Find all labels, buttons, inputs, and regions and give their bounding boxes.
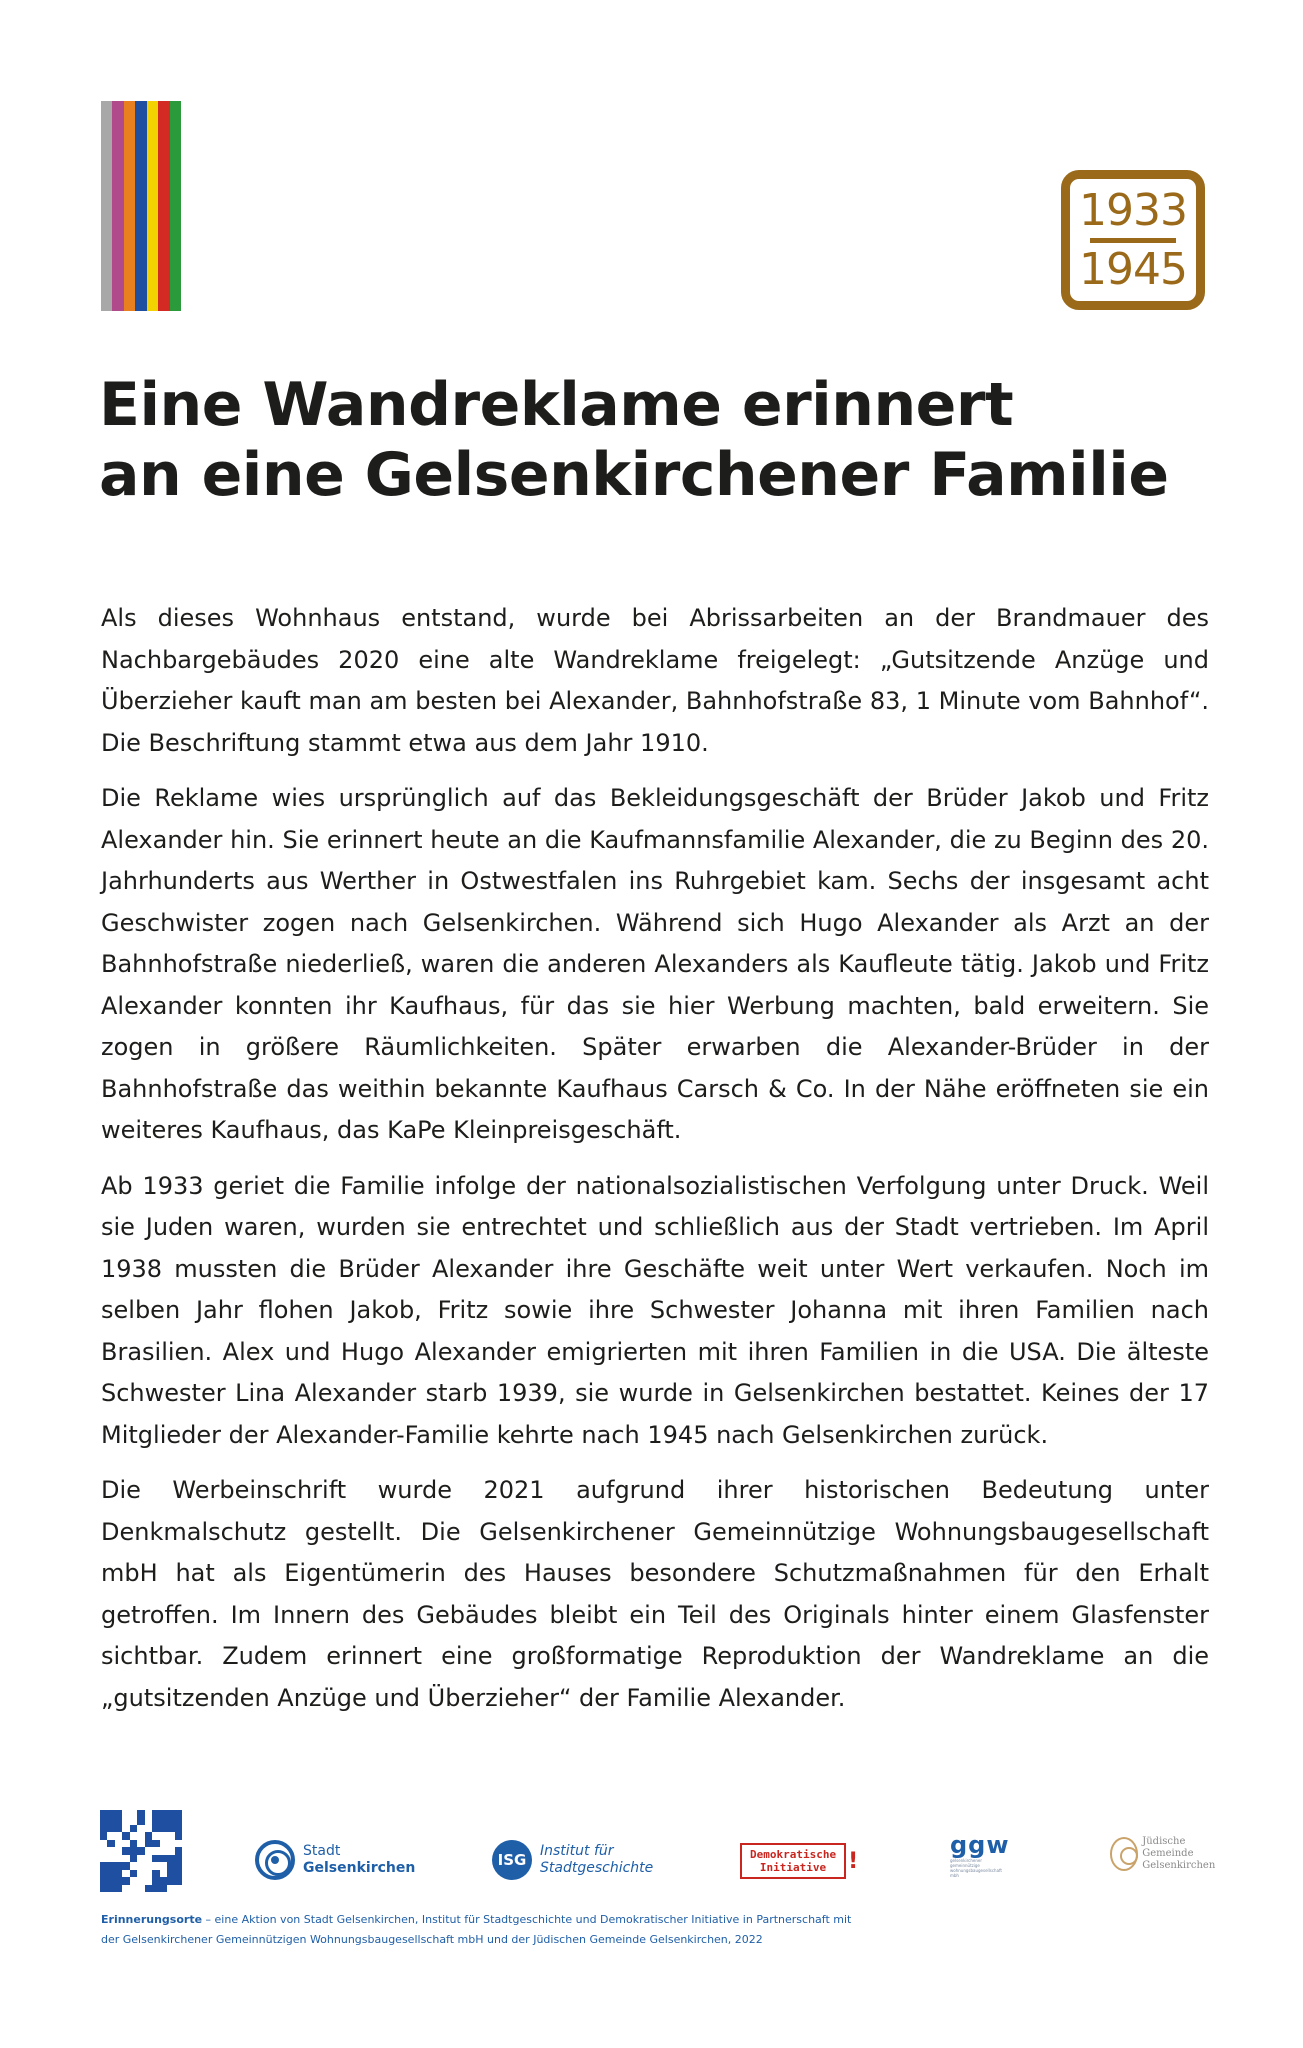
qr-module [137, 1847, 144, 1854]
qr-module [160, 1825, 167, 1832]
qr-module [167, 1847, 174, 1854]
footer-line-1-text: – eine Aktion von Stadt Gelsenkirchen, Institut für Stadtgeschichte und Demokratischer Initiative in Partnerschaft mit [202, 1913, 852, 1926]
qr-module [130, 1877, 137, 1884]
footer-line-1 [101, 1910, 1211, 1930]
stripe-violet [112, 101, 123, 311]
qr-module [100, 1862, 107, 1869]
qr-module [122, 1855, 129, 1862]
qr-module [100, 1870, 107, 1877]
qr-module [130, 1840, 137, 1847]
qr-module [107, 1817, 114, 1824]
footer-credits [101, 1910, 1211, 1950]
qr-module [115, 1832, 122, 1839]
qr-module [160, 1870, 167, 1877]
stripe-green [170, 101, 181, 311]
qr-module [122, 1877, 129, 1884]
qr-module [107, 1870, 114, 1877]
demo-logo-line-2: Initiative [759, 1861, 827, 1874]
qr-module [115, 1840, 122, 1847]
qr-module [175, 1855, 182, 1862]
qr-module [145, 1885, 152, 1892]
qr-module [175, 1862, 182, 1869]
qr-module [122, 1825, 129, 1832]
qr-module [167, 1817, 174, 1824]
qr-module [152, 1840, 159, 1847]
qr-module [100, 1825, 107, 1832]
qr-module [152, 1877, 159, 1884]
juedische-gemeinde-emblem-icon [1110, 1837, 1138, 1871]
qr-module [175, 1847, 182, 1854]
qr-module [130, 1862, 137, 1869]
qr-module [130, 1817, 137, 1824]
qr-module [167, 1840, 174, 1847]
qr-module [107, 1810, 114, 1817]
year-divider [1090, 238, 1176, 243]
qr-module [167, 1855, 174, 1862]
qr-module [100, 1840, 107, 1847]
qr-module [100, 1855, 107, 1862]
qr-module [122, 1847, 129, 1854]
qr-module [100, 1885, 107, 1892]
qr-module [160, 1847, 167, 1854]
qr-module [160, 1855, 167, 1862]
qr-module [115, 1862, 122, 1869]
color-stripes [101, 101, 181, 311]
isg-logo-line-2: Stadtgeschichte [540, 1860, 654, 1876]
qr-module [107, 1847, 114, 1854]
qr-module [152, 1870, 159, 1877]
qr-module [137, 1832, 144, 1839]
qr-code[interactable] [100, 1810, 182, 1892]
qr-module [152, 1855, 159, 1862]
qr-module [130, 1832, 137, 1839]
qr-module [130, 1825, 137, 1832]
qr-module [167, 1885, 174, 1892]
qr-module [137, 1810, 144, 1817]
qr-module [137, 1840, 144, 1847]
qr-module [175, 1832, 182, 1839]
stadt-emblem-icon [255, 1840, 295, 1880]
qr-module [167, 1810, 174, 1817]
qr-module [137, 1817, 144, 1824]
qr-module [175, 1877, 182, 1884]
footer-line-2: der Gelsenkirchener Gemeinnützigen Wohnungsbaugesellschaft mbH und der Jüdischen Gemeinde Gelsenkirchen, 2022 [101, 1933, 763, 1946]
qr-module [167, 1825, 174, 1832]
qr-module [145, 1810, 152, 1817]
year-badge [1061, 170, 1205, 310]
qr-module [145, 1825, 152, 1832]
qr-module [145, 1855, 152, 1862]
qr-module [107, 1877, 114, 1884]
stripe-orange [124, 101, 135, 311]
qr-module [175, 1825, 182, 1832]
stadt-logo-line-1: Stadt [303, 1843, 341, 1859]
title-line-1: Eine Wandreklame erinnert [99, 370, 1014, 440]
qr-module [115, 1810, 122, 1817]
qr-module [107, 1885, 114, 1892]
qr-module [122, 1832, 129, 1839]
qr-module [107, 1825, 114, 1832]
qr-module [167, 1877, 174, 1884]
qr-module [122, 1870, 129, 1877]
qr-module [107, 1840, 114, 1847]
stripe-yellow [147, 101, 158, 311]
qr-module [122, 1817, 129, 1824]
qr-module [160, 1840, 167, 1847]
qr-module [137, 1862, 144, 1869]
qr-module [122, 1885, 129, 1892]
qr-module [115, 1847, 122, 1854]
demo-logo-line-1: Demokratische [750, 1848, 837, 1861]
qr-module [130, 1810, 137, 1817]
qr-module [130, 1855, 137, 1862]
qr-module [107, 1832, 114, 1839]
paragraph-3: Ab 1933 geriet die Familie infolge der nationalsozialistischen Verfolgung unter Druck. Weil sie Juden waren, wurden sie entrechtet und schließlich aus der Stadt vertrieben. Im April 1938 mussten die Brüder Alexander ihre Geschäfte weit unter Wert verkaufen. Noch im selben Jahr flohen Jakob, Fritz sowie ihre Schwester Johanna mit ihren Familien nach Brasilien. Alex und Hugo Alexander emigrierten mit ihren Familien in die USA. Die älteste Schwester Lina Alexander starb 1939, sie wurde in Gelsenkirchen bestattet. Keines der 17 Mitglieder der Alexander-Familie kehrte nach 1945 nach Gelsenkirchen zurück. [101, 1171, 1209, 1449]
qr-module [137, 1885, 144, 1892]
exclamation-icon: ! [848, 1848, 859, 1874]
jg-logo-line-2: Gelsenkirchen [1142, 1860, 1216, 1871]
qr-module [160, 1810, 167, 1817]
qr-module [145, 1817, 152, 1824]
qr-module [175, 1810, 182, 1817]
footer-lead: Erinnerungsorte [101, 1913, 203, 1926]
qr-module [100, 1847, 107, 1854]
qr-module [145, 1862, 152, 1869]
isg-mark-icon: ISG [492, 1840, 532, 1880]
qr-module [137, 1825, 144, 1832]
paragraph-2: Die Reklame wies ursprünglich auf das Bekleidungsgeschäft der Brüder Jakob und Fritz Alexander hin. Sie erinnert heute an die Kaufmannsfamilie Alexander, die zu Beginn des 20. Jahrhunderts aus Werther in Ostwestfalen ins Ruhrgebiet kam. Sechs der insgesamt acht Geschwister zogen nach Gelsenkirchen. Während sich Hugo Alexander als Arzt an der Bahnhofstraße niederließ, waren die anderen Alexanders als Kaufleute tätig. Jakob und Fritz Alexander konnten ihr Kaufhaus, für das sie hier Werbung machten, bald erweitern. Sie zogen in größere Räumlichkeiten. Später erwarben die Alexander-Brüder in der Bahnhofstraße das weithin bekannte Kaufhaus Carsch & Co. In der Nähe eröffneten sie ein weiteres Kaufhaus, das KaPe Kleinpreisgeschäft. [101, 784, 1209, 1144]
qr-module [160, 1877, 167, 1884]
qr-module [175, 1840, 182, 1847]
qr-module [137, 1870, 144, 1877]
qr-module [152, 1847, 159, 1854]
qr-module [130, 1847, 137, 1854]
qr-module [152, 1817, 159, 1824]
qr-module [137, 1855, 144, 1862]
year-start: 1933 [1079, 184, 1187, 236]
qr-module [107, 1855, 114, 1862]
stadt-logo-line-2: Gelsenkirchen [303, 1860, 416, 1876]
paragraph-4: Die Werbeinschrift wurde 2021 aufgrund ihrer historischen Bedeutung unter Denkmalschutz gestellt. Die Gelsenkirchener Gemeinnützige Wohnungsbaugesellschaft mbH hat als Eigentümerin des Hauses besondere Schutzmaßnahmen für den Erhalt getroffen. Im Innern des Gebäudes bleibt ein Teil des Originals hinter einem Glasfenster sichtbar. Zudem erinnert eine großformatige Reproduktion der Wandreklame an die „gutsitzenden Anzüge und Überzieher“ der Familie Alexander. [101, 1476, 1209, 1712]
jg-logo-line-1: Jüdische Gemeinde [1142, 1836, 1194, 1859]
qr-module [152, 1832, 159, 1839]
ggw-logo-subtitle: gelsenkirchener gemeinnützige wohnungsbaugesellschaft mbh [950, 1858, 1002, 1878]
ggw-logo-name: ggw [950, 1831, 1010, 1859]
stripe-red [158, 101, 169, 311]
qr-module [145, 1832, 152, 1839]
ggw-logo [950, 1832, 1010, 1878]
qr-module [100, 1817, 107, 1824]
isg-logo-line-1: Institut für [540, 1843, 614, 1859]
qr-module [167, 1862, 174, 1869]
qr-module [145, 1877, 152, 1884]
isg-logo [492, 1840, 653, 1880]
qr-module [122, 1840, 129, 1847]
qr-module [115, 1825, 122, 1832]
title-line-2: an eine Gelsenkirchener Familie [99, 440, 1169, 510]
qr-module [175, 1817, 182, 1824]
stadt-gelsenkirchen-logo [255, 1840, 415, 1880]
qr-module [100, 1810, 107, 1817]
qr-module [145, 1870, 152, 1877]
qr-module [115, 1885, 122, 1892]
qr-module [100, 1832, 107, 1839]
qr-module [122, 1810, 129, 1817]
qr-module [145, 1840, 152, 1847]
stripe-blue [135, 101, 146, 311]
paragraph-1: Als dieses Wohnhaus entstand, wurde bei Abrissarbeiten an der Brandmauer des Nachbargebäudes 2020 eine alte Wandreklame freigelegt: „Gutsitzende Anzüge und Überzieher kauft man am besten bei Alexander, Bahnhofstraße 83, 1 Minute vom Bahnhof“. Die Beschriftung stammt etwa aus dem Jahr 1910. [101, 604, 1209, 757]
qr-module [145, 1847, 152, 1854]
partner-logos [100, 1810, 1216, 1910]
qr-module [152, 1862, 159, 1869]
qr-module [115, 1855, 122, 1862]
qr-module [115, 1870, 122, 1877]
qr-module [130, 1885, 137, 1892]
juedische-gemeinde-logo [1110, 1836, 1221, 1872]
qr-module [160, 1885, 167, 1892]
stripe-gray [101, 101, 112, 311]
qr-module [167, 1832, 174, 1839]
qr-module [107, 1862, 114, 1869]
year-end: 1945 [1079, 243, 1187, 295]
qr-module [122, 1862, 129, 1869]
qr-module [175, 1870, 182, 1877]
qr-module [115, 1817, 122, 1824]
qr-module [152, 1810, 159, 1817]
qr-module [167, 1870, 174, 1877]
body-text [101, 598, 1209, 1733]
qr-module [152, 1825, 159, 1832]
qr-module [160, 1817, 167, 1824]
demokratische-initiative-logo [740, 1843, 858, 1879]
qr-module [130, 1870, 137, 1877]
qr-module [175, 1885, 182, 1892]
qr-module [152, 1885, 159, 1892]
qr-module [100, 1877, 107, 1884]
qr-module [160, 1832, 167, 1839]
qr-module [137, 1877, 144, 1884]
qr-module [115, 1877, 122, 1884]
page-title [99, 370, 1199, 510]
qr-module [160, 1862, 167, 1869]
